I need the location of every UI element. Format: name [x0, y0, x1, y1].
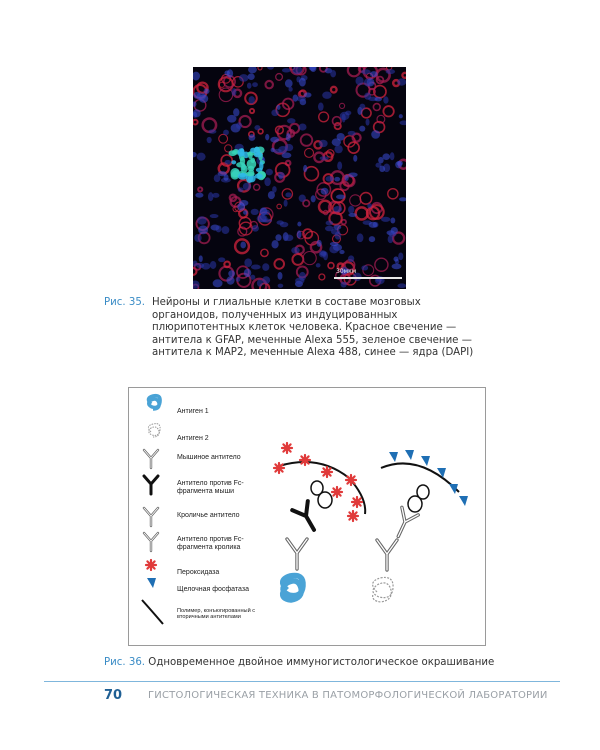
figure-35-text: Нейроны и глиальные клетки в составе мозговых органоидов, полученных из индуцированных плюрипотентных клеток человека. Красное свечение — антитела к GFAP, меченные Alexa 555, зеленое свечение — антитела к MAP2, меченные Alexa 488, синее — ядра (DAPI): [152, 297, 474, 359]
peroxidase-markers: [274, 443, 362, 521]
micrograph-image: [193, 67, 406, 289]
polymer-chain-right: [381, 463, 459, 492]
legend-anti-mouse-antibody: Антитело против Fc-фрагмента мыши: [177, 480, 244, 495]
running-title: ГИСТОЛОГИЧЕСКАЯ ТЕХНИКА В ПАТОМОРФОЛОГИЧЕСКОЙ ЛАБОРАТОРИИ: [148, 690, 548, 701]
page-number: 70: [104, 688, 123, 703]
scale-bar: [334, 277, 402, 279]
legend-mouse-antibody: Мышиное антитело: [177, 454, 241, 461]
right-primary-antibody: [377, 540, 397, 570]
phosphatase-icon: [147, 578, 156, 588]
antigen-2-icon: [148, 424, 160, 437]
figure-35-number: Рис. 35.: [104, 297, 146, 308]
legend-anti-rabbit-antibody: Антитело против Fc-фрагмента кролика: [177, 536, 244, 551]
phosphatase-markers: [389, 450, 468, 506]
legend-peroxidase: Пероксидаза: [177, 569, 220, 576]
legend-phosphatase: Щелочная фосфатаза: [177, 586, 249, 593]
left-secondary-antibody: [292, 501, 322, 534]
legend-polymer: Полимер, конъюгированный с вторичными антителами: [177, 608, 256, 621]
scale-bar-label: 30мкм: [336, 268, 357, 275]
anti-mouse-antibody-icon: [144, 476, 158, 494]
legend-antigen-1: Антиген 1: [177, 408, 209, 415]
fluorescence-micrograph: [193, 67, 406, 289]
legend-rabbit-antibody: Кроличье антитело: [177, 512, 240, 519]
mouse-antibody-icon: [144, 450, 158, 468]
legend-antigen-2: Антиген 2: [177, 435, 209, 442]
polymer-icon: [142, 600, 163, 624]
rabbit-antibody-icon: [144, 508, 158, 526]
right-antigen: [373, 577, 393, 602]
antigen-1-icon: [148, 396, 160, 409]
peroxidase-icon: [146, 560, 156, 570]
figure-36-number: Рис. 36.: [104, 657, 146, 668]
left-antigen: [283, 575, 303, 600]
anti-rabbit-antibody-icon: [144, 533, 158, 551]
figure-36-caption: [104, 657, 524, 670]
staining-scheme: [128, 387, 486, 646]
figure-35-caption: [104, 297, 484, 360]
left-primary-antibody: [287, 539, 307, 569]
polymer-chain-left: [279, 462, 365, 514]
figure-36-text: Одновременное двойное иммуногистологическое окрашивание: [148, 657, 495, 668]
footer-divider: [44, 681, 560, 682]
